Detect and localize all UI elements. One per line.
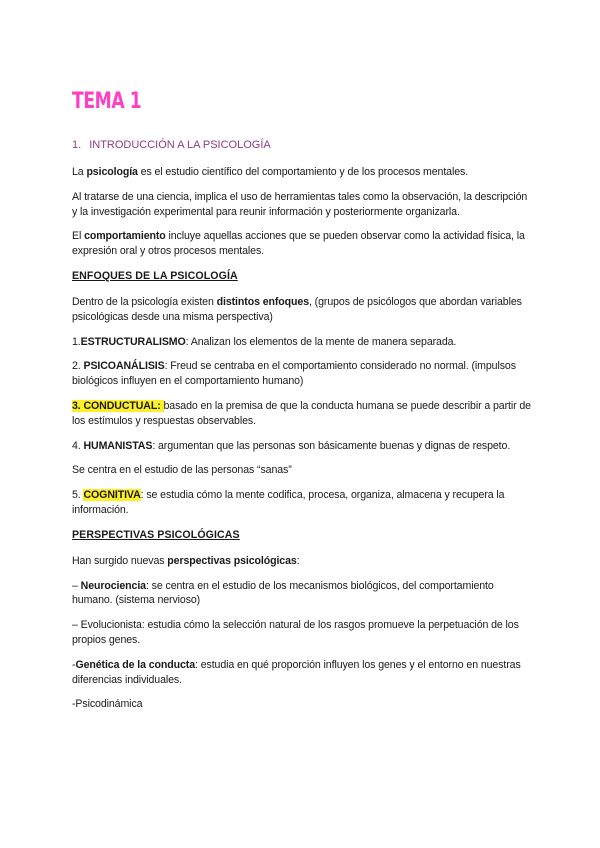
list-number: 5. [72,489,84,502]
bold-term: ESTRUCTURALISMO [80,335,186,348]
text: – [72,579,81,592]
page-title: TEMA 1 [72,89,142,114]
paragraph-humanistas-note: Se centra en el estudio de las personas “sanas” [72,464,292,477]
section-number: 1. [72,139,82,151]
bold-term: HUMANISTAS [83,439,153,452]
enfoque-cognitiva [72,488,532,518]
text: incluye aquellas acciones que se pueden observar como la actividad física, la expresión oral y otros procesos mentales. [72,230,525,258]
text: : Freud se centraba en el comportamiento considerado no normal. (impulsos biológicos influyen en el comportamiento humano) [72,360,516,388]
section-title: INTRODUCCIÓN A LA PSICOLOGÍA [89,139,271,151]
bold-term: comportamiento [84,230,166,243]
list-number: 2. [72,360,84,373]
text: es el estudio científico del comportamiento y de los procesos mentales. [137,166,469,178]
bold-term: Neurociencia [80,579,146,592]
list-number: 1. [72,335,81,348]
text: La [72,166,87,178]
text: : estudia en qué proporción influyen los genes y el entorno en nuestras diferencias individuales. [72,658,521,686]
bold-term: psicología [86,166,138,178]
heading-perspectivas: PERSPECTIVAS PSICOLÓGICAS [72,528,240,541]
text: Dentro de la psicología existen [72,295,217,308]
section-heading-intro [72,138,532,152]
text: : Analizan los elementos de la mente de manera separada. [185,335,457,348]
text: El [72,230,85,243]
perspectiva-evolucionista: – Evolucionista: estudia cómo la selección natural de los rasgos promueve la perpetuación de los propios genes. [72,619,519,646]
paragraph-enfoques-intro [72,295,532,325]
paragraph-definition [72,165,532,180]
text: - [72,658,76,671]
text: : se centra en el estudio de los mecanismos biológicos, del comportamiento humano. (sistema nervioso) [72,579,494,607]
text: Han surgido nuevas [72,554,168,567]
bold-term: perspectivas psicológicas [167,554,297,567]
bold-term: PSICOANÁLISIS [83,360,165,373]
enfoque-humanistas [72,439,532,454]
document-page [72,88,532,722]
text: : se estudia cómo la mente codifica, procesa, organiza, almacena y recupera la información. [72,489,505,516]
heading-enfoques: ENFOQUES DE LA PSICOLOGÍA [72,269,238,282]
enfoque-conductual [72,399,532,429]
highlighted-term: 3. CONDUCTUAL: [72,399,164,412]
perspectiva-genetica [72,658,532,688]
text: : [296,554,300,567]
list-number: 4. [72,439,84,452]
enfoque-psicoanalisis [72,359,532,389]
text: : argumentan que las personas son básicamente buenas y dignas de respeto. [152,439,511,452]
text: basado en la premisa de que la conducta humana se puede describir a partir de los estímulos y respuestas observables. [72,399,531,427]
text: , (grupos de psicólogos que abordan variables psicológicas desde una misma perspectiva) [72,295,522,323]
highlighted-term: COGNITIVA [83,489,141,502]
paragraph-behavior [72,229,532,259]
bold-term: distintos enfoques [216,295,309,308]
perspectiva-neurociencia [72,579,532,609]
perspectiva-psicodinamica: -Psicodinámica [72,698,143,711]
bold-term: Genética de la conducta [75,658,196,671]
paragraph-science: Al tratarse de una ciencia, implica el uso de herramientas tales como la observación, la descripción y la investigación experimental para reunir información y posteriormente organizarla. [72,190,528,218]
paragraph-perspectivas-intro [72,554,532,569]
enfoque-estructuralismo [72,335,532,350]
